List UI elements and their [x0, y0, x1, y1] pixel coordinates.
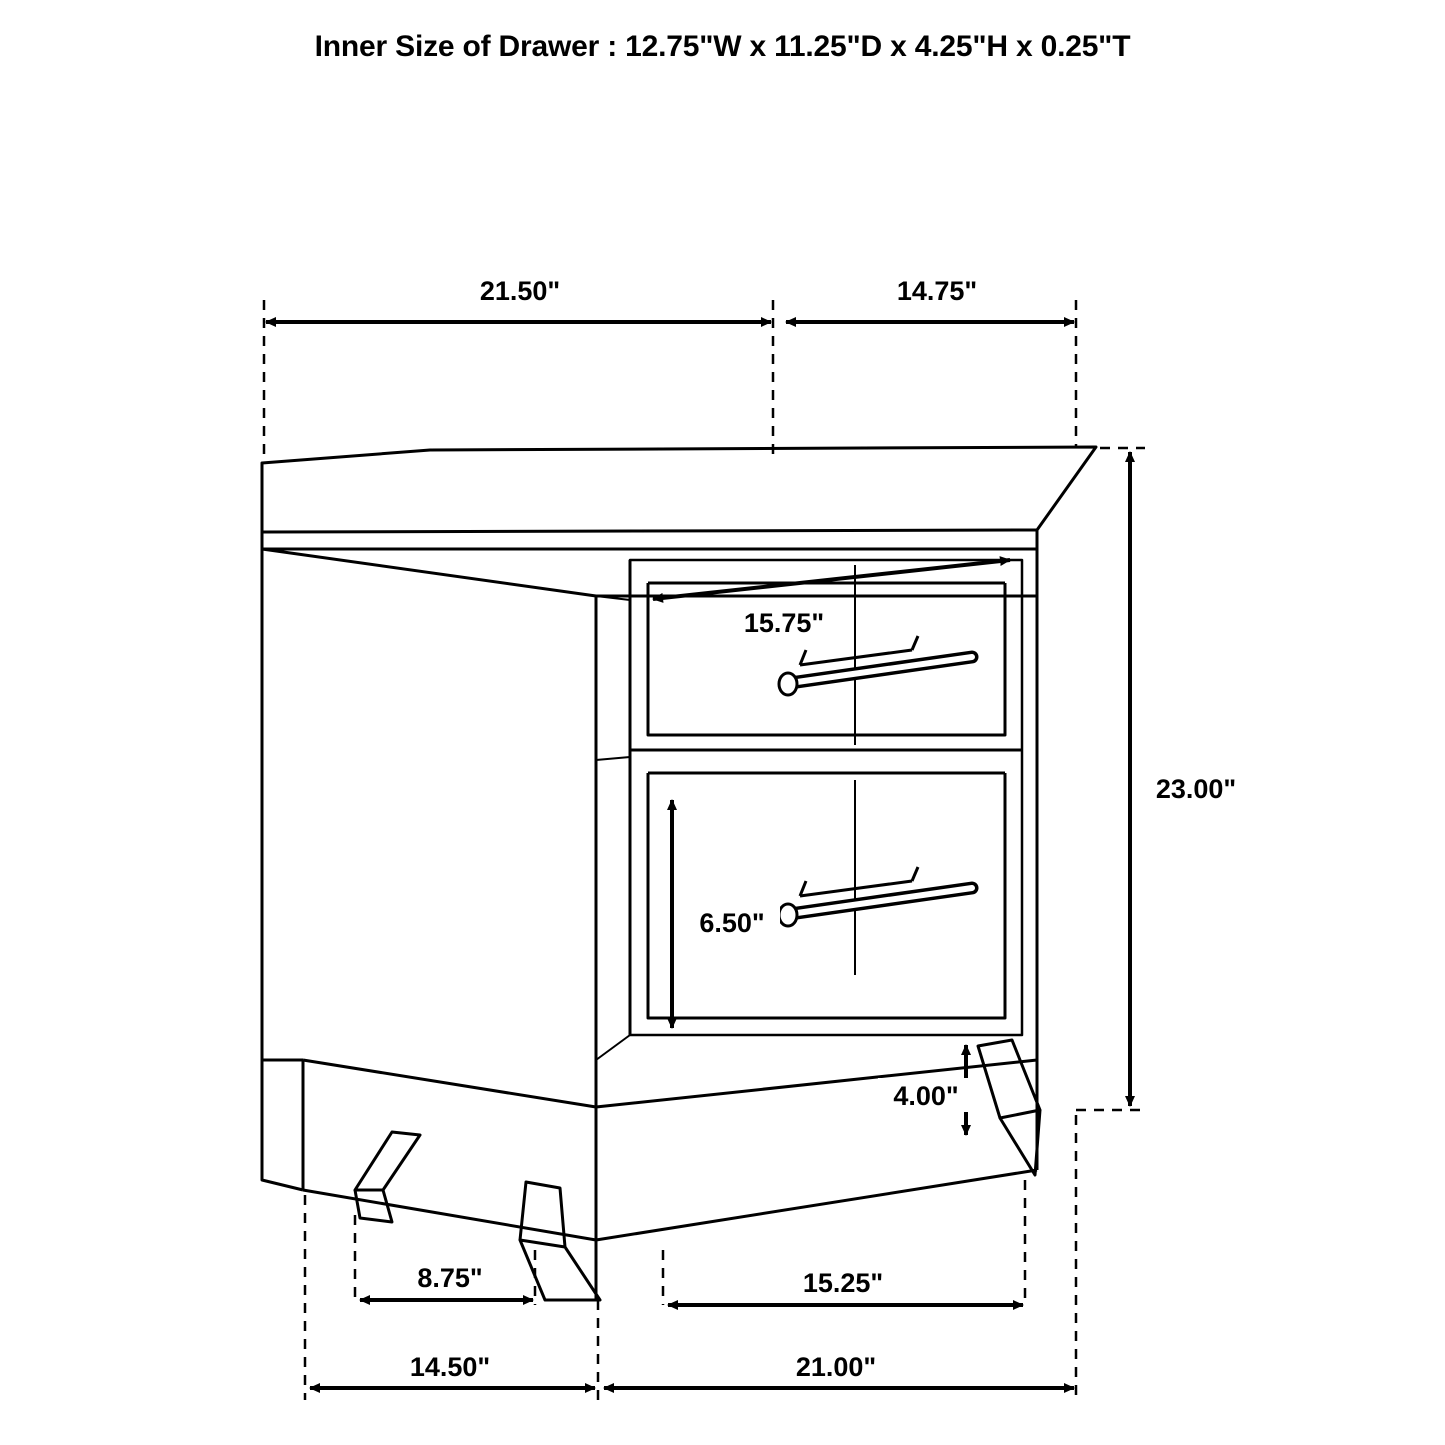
dim-overall-height: 23.00" — [1155, 774, 1237, 804]
nightstand-outline — [262, 447, 1096, 1300]
dim-top-width: 21.50" — [479, 276, 561, 306]
dim-drawer-height: 6.50" — [699, 908, 765, 938]
dimension-arrows — [266, 322, 1130, 1388]
dim-leg-height: 4.00" — [893, 1081, 959, 1111]
dim-base-side: 14.50" — [409, 1352, 491, 1382]
dim-drawer-width: 15.75" — [743, 608, 825, 638]
dim-base-front: 21.00" — [795, 1352, 877, 1382]
drawer-handle-bottom — [779, 867, 972, 926]
witness-lines — [264, 300, 1145, 1400]
drawer-handle-top — [779, 636, 972, 695]
dim-leg-span-front: 15.25" — [802, 1268, 884, 1298]
page-title: Inner Size of Drawer : 12.75"W x 11.25"D x 4.25"H x 0.25"T — [314, 30, 1131, 63]
dim-leg-span-side: 8.75" — [417, 1263, 483, 1293]
dim-top-depth: 14.75" — [896, 276, 978, 306]
